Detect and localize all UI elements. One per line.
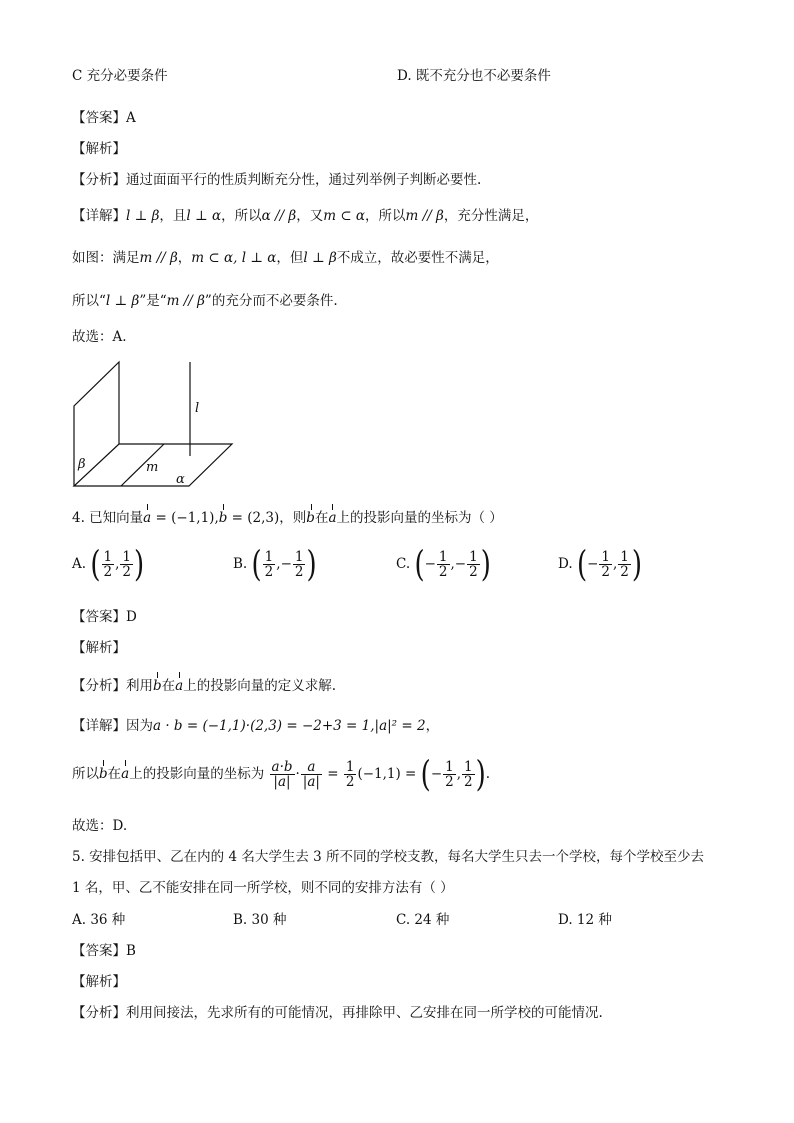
q4-xiangjie-line: 【详解】因为a · b = (−1,1)·(2,3) = −2+3 = 1,|a|² = 2， xyxy=(72,718,440,734)
plane-figure xyxy=(68,356,238,494)
q4-projection-line: 所以b在a上的投影向量的坐标为 $\frac{a\cdot b}{|a|}$ · $\frac{a}{|a|}$ = $\frac{1}{2}$ (−1,1) = (− $\frac{1}{2}$ , $\frac{1}{2}$ ). xyxy=(72,754,491,795)
answer-value: A xyxy=(126,110,136,126)
q3-line3: 所以“l ⊥ β”是“m // β”的充分而不必要条件. xyxy=(72,293,338,309)
q3-analysis-tag: 【解析】 xyxy=(72,141,126,157)
q3-option-c: C 充分必要条件 xyxy=(72,68,168,84)
q5-option-b: B. 30 种 xyxy=(233,912,287,928)
q5-stem-line1: 5. 安排包括甲、乙在内的 4 名大学生去 3 所不同的学校支教，每名大学生只去一个学校，每个学校至少去 xyxy=(72,849,705,865)
q4-analysis-tag: 【解析】 xyxy=(72,640,126,656)
label-m: m xyxy=(146,460,159,475)
q4-option-a: A. ( $\frac{1}{2}$ , $\frac{1}{2}$ ) xyxy=(72,544,145,585)
q3-choose: 故选：A. xyxy=(72,329,127,345)
frac-ab-over-a: $\frac{a\cdot b}{|a|}$ xyxy=(271,759,293,790)
q5-answer-line: 【答案】B xyxy=(72,943,136,959)
label-alpha: α xyxy=(176,472,185,487)
frac-a-over-norm: $\frac{a}{|a|}$ xyxy=(302,759,320,790)
q5-stem-line2: 1 名，甲、乙不能安排在同一所学校，则不同的安排方法有（ ） xyxy=(72,880,454,896)
label-beta: β xyxy=(78,457,86,472)
q4-stem: 4. 已知向量a = (−1,1),b = (2,3)，则b在a上的投影向量的坐标为（ ） xyxy=(72,510,503,526)
q3-answer-line xyxy=(72,109,136,127)
label-l: l xyxy=(195,401,200,416)
q3-fenxi-line: 【分析】通过面面平行的性质判断充分性，通过列举例子判断必要性. xyxy=(72,172,482,188)
q5-option-a: A. 36 种 xyxy=(72,912,126,928)
q3-xiangjie-line: 【详解】l ⊥ β，且l ⊥ α，所以α // β，又m ⊂ α，所以m // β，充分性满足， xyxy=(72,208,539,224)
q5-fenxi-line: 【分析】利用间接法，先求所有的可能情况，再排除甲、乙安排在同一所学校的可能情况. xyxy=(72,1005,603,1021)
q4-option-c: C. (− $\frac{1}{2}$ ,− $\frac{1}{2}$ ) xyxy=(396,544,491,585)
q3-line2: 如图：满足m // β，m ⊂ α, l ⊥ α，但l ⊥ β不成立，故必要性不满足， xyxy=(72,250,499,266)
q4-option-b: B. ( $\frac{1}{2}$ ,− $\frac{1}{2}$ ) xyxy=(233,544,317,585)
answer-tag: 【答案】 xyxy=(72,110,126,126)
q4-answer-line: 【答案】D xyxy=(72,609,137,625)
q4-fenxi-line: 【分析】利用b在a上的投影向量的定义求解. xyxy=(72,678,337,694)
q4-choose: 故选：D. xyxy=(72,818,128,834)
q3-option-d: D. 既不充分也不必要条件 xyxy=(397,68,551,84)
q5-analysis-tag: 【解析】 xyxy=(72,974,126,990)
q4-option-d: D. (− $\frac{1}{2}$ , $\frac{1}{2}$ ) xyxy=(558,544,643,585)
q5-option-d: D. 12 种 xyxy=(558,912,612,928)
q5-option-c: C. 24 种 xyxy=(396,912,450,928)
